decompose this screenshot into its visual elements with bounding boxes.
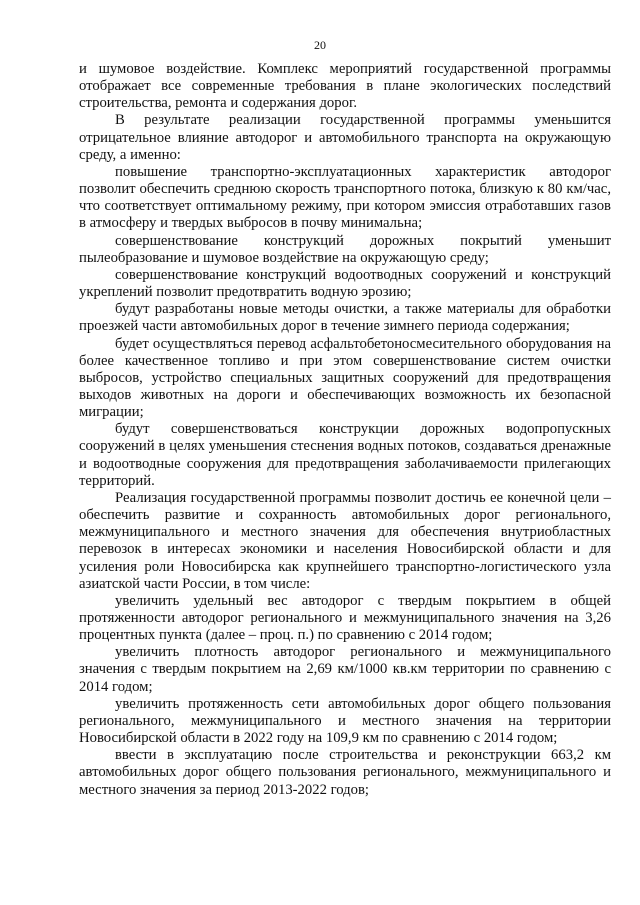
list-item-culverts: будут совершенствоваться конструкции дорожных водопропускных сооружений в целях уменьшения стеснения водных потоков, создаваться дренажные и водоотводные сооружения для предотвращения заболачиваемости прилегающих территорий.	[79, 421, 611, 489]
list-item-hard-surface-share: увеличить удельный вес автодорог с твердым покрытием в общей протяженности автодорог регионального и межмуниципального значения на 3,26 процентных пункта (далее – проц. п.) по сравнению с 2014 годом;	[79, 592, 611, 644]
list-item-pavement: совершенствование конструкций дорожных покрытий уменьшит пылеобразование и шумовое воздействие на окружающую среду;	[79, 232, 611, 266]
list-item-road-density: увеличить плотность автодорог регионального и межмуниципального значения с твердым покрытием на 2,69 км/1000 кв.км территории по сравнению с 2014 годом;	[79, 644, 611, 695]
page-number: 20	[314, 38, 326, 52]
list-item-cleaning-methods: будут разработаны новые методы очистки, а также материалы для обработки проезжей части автомобильных дорог в течение зимнего периода содержания;	[79, 301, 611, 335]
list-item-commissioning: ввести в эксплуатацию после строительства и реконструкции 663,2 км автомобильных дорог общего пользования регионального, межмуниципального и местного значения за период 2013-2022 годов;	[79, 747, 611, 798]
list-item-speed: повышение транспортно-эксплуатационных характеристик автодорог позволит обеспечить среднюю скорость транспортного потока, близкую к 80 км/час, что соответствует оптимальному режиму, при котором эмиссия отработавших газов в атмосферу и твердых выбросов в почву минимальна;	[79, 163, 611, 232]
list-item-network-length: увеличить протяженность сети автомобильных дорог общего пользования регионального, межмуниципального и местного значения на территории Новосибирской области в 2022 году на 109,9 км по сравнению с 2014 годом;	[79, 695, 611, 747]
paragraph-program-goal: Реализация государственной программы позволит достичь ее конечной цели – обеспечить развитие и сохранность автомобильных дорог регионального, межмуниципального и местного значения для обеспечения внутриобластных перевозок в интересах экономики и населения Новосибирской области и для усиления роли Новосибирска как крупнейшего транспортно-логистического узла азиатской части России, в том числе:	[79, 489, 611, 592]
list-item-asphalt-plants: будет осуществляться перевод асфальтобетоносмесительного оборудования на более качественное топливо и при этом совершенствование систем очистки выбросов, устройство специальных защитных сооружений для предотвращения выходов животных на дороги и обеспечивающих возможность их безопасной миграции;	[79, 335, 611, 421]
document-body	[79, 61, 611, 799]
list-item-drainage: совершенствование конструкций водоотводных сооружений и конструкций укреплений позволит предотвратить водную эрозию;	[79, 266, 611, 301]
paragraph-result-intro: В результате реализации государственной программы уменьшится отрицательное влияние автодорог и автомобильного транспорта на окружающую среду, а именно:	[79, 112, 611, 163]
paragraph-continuation: и шумовое воздействие. Комплекс мероприятий государственной программы отображает все современные требования в плане экологических последствий строительства, ремонта и содержания дорог.	[79, 61, 611, 112]
